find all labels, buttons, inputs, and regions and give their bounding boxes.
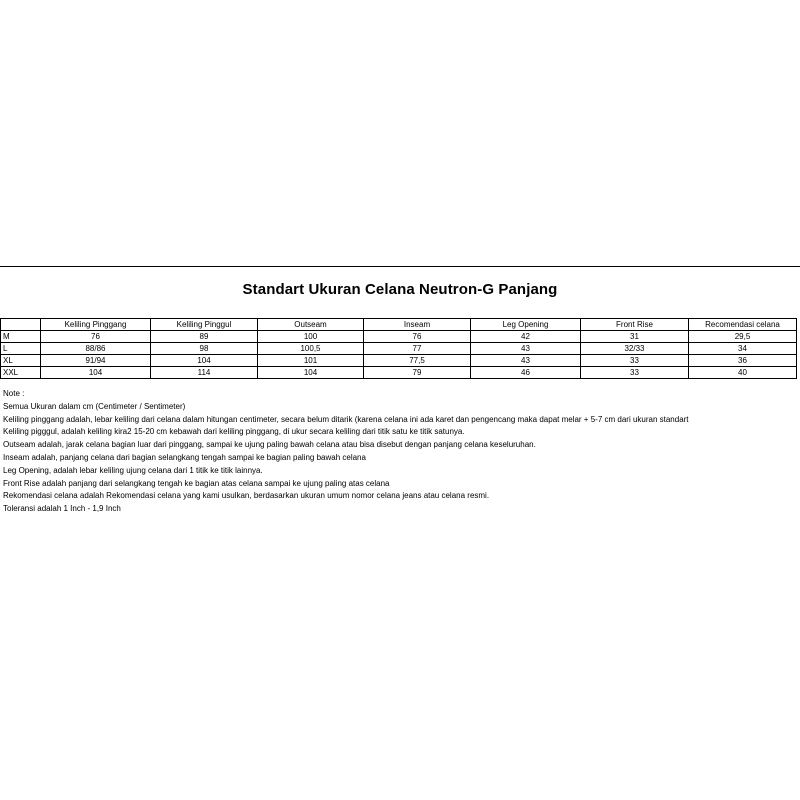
- table-cell: 114: [151, 367, 258, 379]
- table-cell: 91/94: [41, 355, 151, 367]
- notes-heading: Note :: [3, 389, 25, 398]
- table-cell: 76: [364, 331, 471, 343]
- table-row: [1, 367, 797, 379]
- table-cell: 33: [581, 355, 689, 367]
- header-front-rise: Front Rise: [581, 319, 689, 331]
- table-cell: 89: [151, 331, 258, 343]
- note-line: Rekomendasi celana adalah Rekomendasi celana yang kami usulkan, berdasarkan ukuran umum nomor celana jeans atau celana resmi.: [3, 491, 490, 501]
- table-cell: 104: [258, 367, 364, 379]
- table-row: [1, 355, 797, 367]
- size-label: XXL: [1, 367, 41, 379]
- header-leg-opening: Leg Opening: [471, 319, 581, 331]
- title-box: [0, 266, 800, 318]
- size-label: XL: [1, 355, 41, 367]
- table-cell: 32/33: [581, 343, 689, 355]
- table-cell: 77,5: [364, 355, 471, 367]
- table-cell: 88/86: [41, 343, 151, 355]
- size-table: [0, 318, 797, 379]
- table-row: [1, 331, 797, 343]
- header-keliling-pinggul: Keliling Pinggul: [151, 319, 258, 331]
- table-cell: 36: [689, 355, 797, 367]
- table-cell: 29,5: [689, 331, 797, 343]
- note-line: Toleransi adalah 1 Inch - 1,9 Inch: [3, 504, 121, 514]
- table-cell: 100: [258, 331, 364, 343]
- table-cell: 101: [258, 355, 364, 367]
- note-line: Outseam adalah, jarak celana bagian luar dari pinggang, sampai ke ujung paling bawah celana atau bisa disebut dengan panjang celana keseluruhan.: [3, 440, 536, 450]
- header-keliling-pinggang: Keliling Pinggang: [41, 319, 151, 331]
- header-recomendasi-celana: Recomendasi celana: [689, 319, 797, 331]
- note-line: Leg Opening, adalah lebar keliling ujung celana dari 1 titik ke titik lainnya.: [3, 465, 263, 475]
- notes-section: [0, 388, 800, 516]
- table-cell: 42: [471, 331, 581, 343]
- note-line: Front Rise adalah panjang dari selangkang tengah ke bagian atas celana sampai ke ujung paling atas celana: [3, 478, 390, 488]
- table-cell: 76: [41, 331, 151, 343]
- size-chart-sheet: [0, 266, 800, 516]
- size-label: L: [1, 343, 41, 355]
- note-line: Keliling pinggang adalah, lebar keliling dari celana dalam hitungan centimeter, secara belum ditarik (karena celana ini ada karet dan pengencang maka dapat melar + 5-7 cm dari ukuran standart: [3, 414, 689, 424]
- table-cell: 43: [471, 343, 581, 355]
- table-cell: 40: [689, 367, 797, 379]
- size-label: M: [1, 331, 41, 343]
- table-cell: 104: [151, 355, 258, 367]
- note-line: Semua Ukuran dalam cm (Centimeter / Sentimeter): [3, 401, 186, 411]
- table-cell: 33: [581, 367, 689, 379]
- table-row: [1, 343, 797, 355]
- note-line: Keliling pigggul, adalah keliling kira2 15-20 cm kebawah dari keliling pinggang, di ukur secara keliling dari titik satu ke titik satunya.: [3, 427, 465, 437]
- table-cell: 98: [151, 343, 258, 355]
- table-cell: 77: [364, 343, 471, 355]
- table-header-row: [1, 319, 797, 331]
- table-cell: 79: [364, 367, 471, 379]
- table-cell: 34: [689, 343, 797, 355]
- table-cell: 104: [41, 367, 151, 379]
- header-inseam: Inseam: [364, 319, 471, 331]
- header-outseam: Outseam: [258, 319, 364, 331]
- note-line: Inseam adalah, panjang celana dari bagian selangkang tengah sampai ke bagian paling bawah celana: [3, 452, 366, 462]
- header-cell-empty: [1, 319, 41, 331]
- table-cell: 31: [581, 331, 689, 343]
- table-cell: 43: [471, 355, 581, 367]
- table-cell: 46: [471, 367, 581, 379]
- table-cell: 100,5: [258, 343, 364, 355]
- page-title: Standart Ukuran Celana Neutron-G Panjang: [242, 281, 558, 298]
